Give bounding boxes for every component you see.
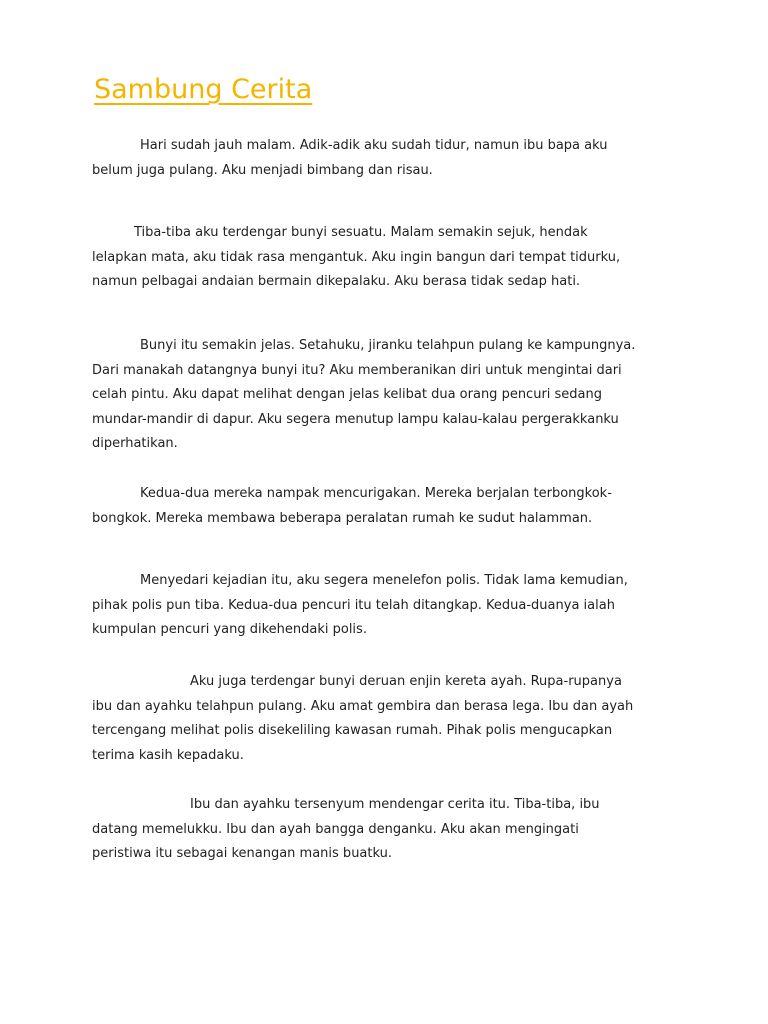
paragraph-line: tercengang melihat polis disekeliling kawasan rumah. Pihak polis mengucapkan <box>92 723 613 738</box>
paragraph-line: terima kasih kepadaku. <box>92 747 244 763</box>
paragraph-4 <box>92 482 692 531</box>
paragraph-line: Ibu dan ayahku tersenyum mendengar cerita itu. Tiba-tiba, ibu <box>190 797 600 812</box>
paragraph-line: peristiwa itu sebagai kenangan manis buatku. <box>92 846 392 861</box>
paragraph-line: Hari sudah jauh malam. Adik-adik aku sudah tidur, namun ibu bapa aku <box>140 138 608 153</box>
paragraph-5 <box>92 569 692 643</box>
paragraph-line: Menyedari kejadian itu, aku segera menelefon polis. Tidak lama kemudian, <box>140 573 628 588</box>
paragraph-6 <box>92 670 692 768</box>
paragraph-line: bongkok. Mereka membawa beberapa peralatan rumah ke sudut halamman. <box>92 510 593 526</box>
document-title: Sambung Cerita <box>94 74 313 105</box>
paragraph-7 <box>92 793 692 867</box>
paragraph-line: belum juga pulang. Aku menjadi bimbang dan risau. <box>92 162 433 178</box>
paragraph-2 <box>92 221 692 295</box>
paragraph-line: datang memelukku. Ibu dan ayah bangga denganku. Aku akan mengingati <box>92 821 579 837</box>
paragraph-line: pihak polis pun tiba. Kedua-dua pencuri itu telah ditangkap. Kedua-duanya ialah <box>92 597 615 613</box>
paragraph-line: Tiba-tiba aku terdengar bunyi sesuatu. Malam semakin sejuk, hendak <box>134 225 588 240</box>
paragraph-line: diperhatikan. <box>92 436 178 451</box>
paragraph-3 <box>92 334 692 457</box>
paragraph-line: lelapkan mata, aku tidak rasa mengantuk. Aku ingin bangun dari tempat tidurku, <box>92 249 621 265</box>
paragraph-line: celah pintu. Aku dapat melihat dengan jelas kelibat dua orang pencuri sedang <box>92 387 603 402</box>
paragraph-line: mundar-mandir di dapur. Aku segera menutup lampu kalau-kalau pergerakkanku <box>92 411 619 427</box>
paragraph-1 <box>92 134 692 183</box>
paragraph-line: Bunyi itu semakin jelas. Setahuku, jiranku telahpun pulang ke kampungnya. <box>140 338 636 353</box>
paragraph-line: Kedua-dua mereka nampak mencurigakan. Mereka berjalan terbongkok- <box>140 486 612 501</box>
paragraph-line: Aku juga terdengar bunyi deruan enjin kereta ayah. Rupa-rupanya <box>190 674 622 689</box>
paragraph-line: kumpulan pencuri yang dikehendaki polis. <box>92 622 367 637</box>
paragraph-line: ibu dan ayahku telahpun pulang. Aku amat gembira dan berasa lega. Ibu dan ayah <box>92 698 634 714</box>
paragraph-line: Dari manakah datangnya bunyi itu? Aku memberanikan diri untuk mengintai dari <box>92 362 622 378</box>
paragraph-line: namun pelbagai andaian bermain dikepalaku. Aku berasa tidak sedap hati. <box>92 274 581 289</box>
